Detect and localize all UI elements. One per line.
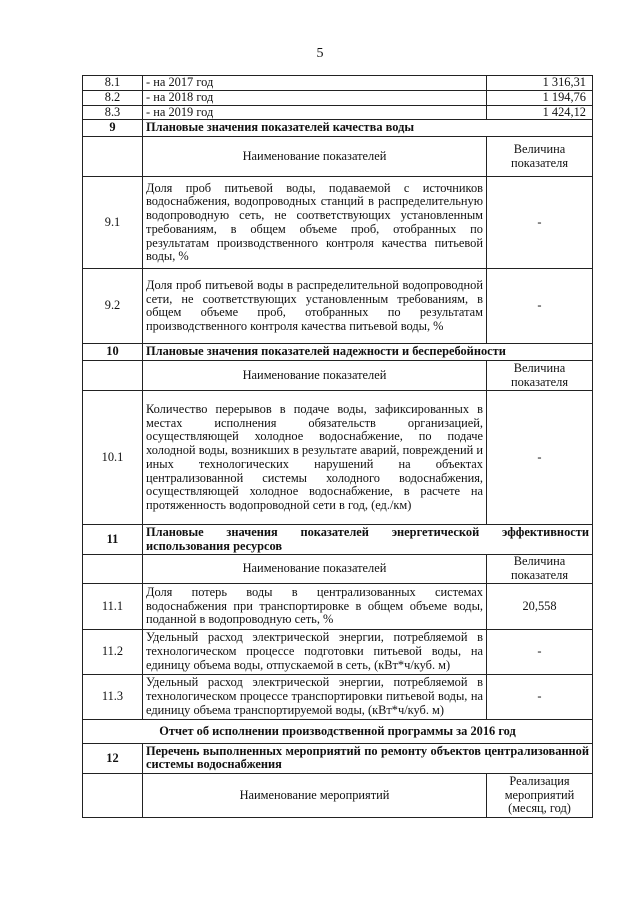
row-number: 8.2: [83, 90, 143, 105]
row-text: Количество перерывов в подаче воды, зафиксированных в местах исполнения обязательств организацией, осуществляющей холодное водоснабжение, по подаче холодной воды, возникших в результате аварий, повреждений и иных технологических нарушений на объектах централизованной системы холодного водоснабжения, осуществляющей холодное водоснабжение, в расчете на протяженность водопроводной сети в год, (ед./км): [143, 391, 487, 525]
row-text: Удельный расход электрической энергии, потребляемой в технологическом процессе подготовки питьевой воды, на единицу объема воды, отпускаемой в сеть, (кВт*ч/куб. м): [143, 629, 487, 674]
column-header-row: [83, 773, 593, 817]
section-title: Перечень выполненных мероприятий по ремонту объектов централизованной системы водоснабжения: [143, 743, 593, 773]
row-value: -: [487, 629, 593, 674]
row-number: 11.3: [83, 674, 143, 719]
row-number: 11.1: [83, 583, 143, 629]
row-value: 1 194,76: [487, 90, 593, 105]
row-label: - на 2018 год: [143, 90, 487, 105]
section-title: Плановые значения показателей качества воды: [143, 120, 593, 137]
table-row: [83, 674, 593, 719]
row-text: Доля проб питьевой воды, подаваемой с источников водоснабжения, водопроводных станций в распределительную водопроводную сеть, не соответствующих установленным требованиям, в общем объеме проб, отобранных по результатам производственного контроля качества питьевой воды, %: [143, 177, 487, 269]
section-number: 10: [83, 344, 143, 361]
table-row: [83, 76, 593, 91]
row-value: 1 424,12: [487, 105, 593, 120]
table-row: [83, 391, 593, 525]
indicators-table: [82, 75, 593, 818]
row-value: 1 316,31: [487, 76, 593, 91]
row-value: -: [487, 391, 593, 525]
col-header-value: Величина показателя: [487, 555, 593, 584]
row-text: Удельный расход электрической энергии, потребляемой в технологическом процессе транспортировки питьевой воды, на единицу объема транспортируемой воды, (кВт*ч/куб. м): [143, 674, 487, 719]
section-heading-row: [83, 120, 593, 137]
row-label: - на 2019 год: [143, 105, 487, 120]
section-heading-row: [83, 525, 593, 555]
row-text: Доля проб питьевой воды в распределительной водопроводной сети, не соответствующих установленным требованиям, в общем объеме проб, отобранных по результатам производственного контроля качества питьевой воды, %: [143, 269, 487, 344]
section-number: 12: [83, 743, 143, 773]
report-title-row: [83, 719, 593, 743]
col-header-value: Величина показателя: [487, 361, 593, 391]
section-heading-row: [83, 344, 593, 361]
column-header-row: [83, 555, 593, 584]
report-title: Отчет об исполнении производственной программы за 2016 год: [83, 719, 593, 743]
table-row: [83, 629, 593, 674]
row-value: 20,558: [487, 583, 593, 629]
row-number: 11.2: [83, 629, 143, 674]
row-value: -: [487, 674, 593, 719]
section-title: Плановые значения показателей надежности и бесперебойности: [143, 344, 593, 361]
column-header-row: [83, 137, 593, 177]
row-text: Доля потерь воды в централизованных системах водоснабжения при транспортировке в общем объеме воды, поданной в водопроводную сеть, %: [143, 583, 487, 629]
table-row: [83, 583, 593, 629]
col-header-value: Величина показателя: [487, 137, 593, 177]
section-title: Плановые значения показателей энергетической эффективности использования ресурсов: [143, 525, 593, 555]
row-number: 10.1: [83, 391, 143, 525]
row-value: -: [487, 269, 593, 344]
col-header-name: Наименование показателей: [143, 137, 487, 177]
col-header-name: Наименование показателей: [143, 361, 487, 391]
row-value: -: [487, 177, 593, 269]
col-header-name: Наименование мероприятий: [143, 773, 487, 817]
page-number: 5: [316, 46, 324, 61]
section-heading-row: [83, 743, 593, 773]
section-number: 11: [83, 525, 143, 555]
section-number: 9: [83, 120, 143, 137]
row-number: 9.1: [83, 177, 143, 269]
col-header-name: Наименование показателей: [143, 555, 487, 584]
row-number: 8.3: [83, 105, 143, 120]
column-header-row: [83, 361, 593, 391]
table-row: [83, 105, 593, 120]
table-row: [83, 90, 593, 105]
row-number: 8.1: [83, 76, 143, 91]
table-row: [83, 269, 593, 344]
row-label: - на 2017 год: [143, 76, 487, 91]
table-row: [83, 177, 593, 269]
row-number: 9.2: [83, 269, 143, 344]
col-header-value: Реализация мероприятий (месяц, год): [487, 773, 593, 817]
